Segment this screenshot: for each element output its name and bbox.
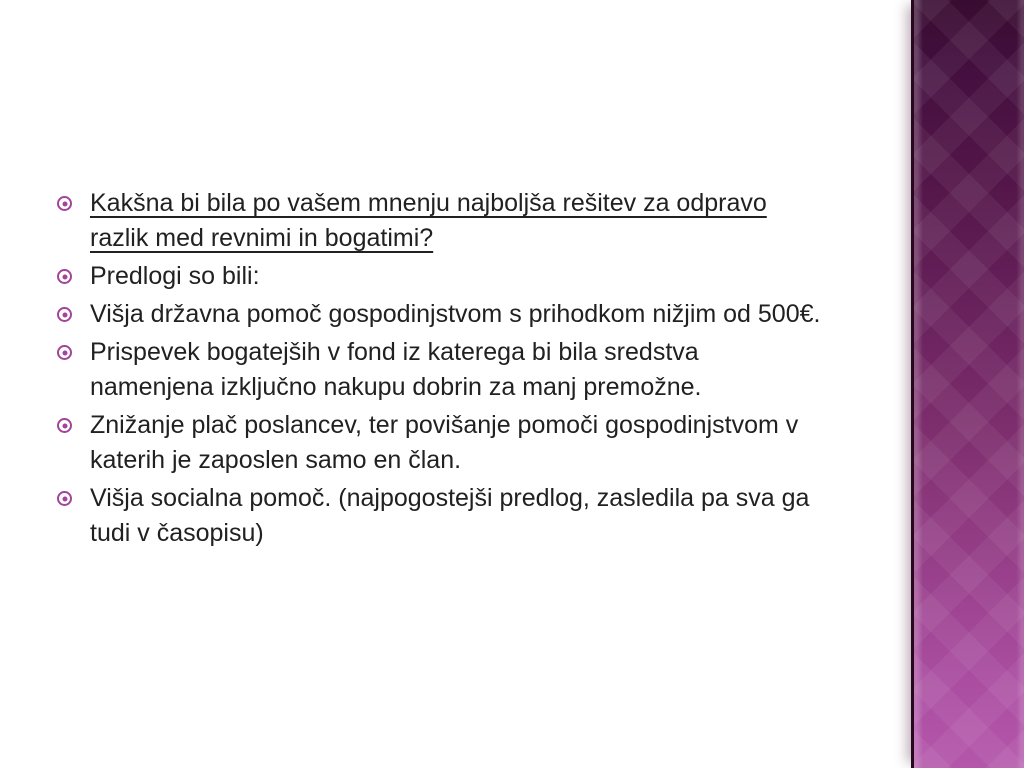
list-item	[57, 186, 817, 256]
bullet-text	[90, 408, 798, 478]
bullet-line: Prispevek bogatejših v fond iz katerega bi bila sredstva	[90, 338, 699, 366]
bullet-icon	[57, 491, 72, 506]
bullet-text	[90, 259, 260, 294]
bullet-icon	[57, 269, 72, 284]
bullet-icon	[57, 345, 72, 360]
bullet-text	[90, 297, 820, 332]
bullet-line: Višja socialna pomoč. (najpogostejši predlog, zasledila pa sva ga	[90, 484, 810, 512]
bullet-list	[57, 186, 821, 554]
decorative-stripe	[911, 0, 1024, 768]
list-item	[57, 408, 817, 478]
list-item	[57, 297, 821, 332]
bullet-text	[90, 186, 767, 256]
bullet-line: Višja državna pomoč gospodinjstvom s prihodkom nižjim od 500€.	[90, 300, 821, 328]
bullet-text	[90, 335, 701, 405]
bullet-line: katerih je zaposlen samo en član.	[90, 446, 462, 474]
bullet-line: namenjena izključno nakupu dobrin za manj premožne.	[90, 373, 702, 401]
bullet-icon	[57, 196, 72, 211]
bullet-line: razlik med revnimi in bogatimi?	[90, 224, 434, 252]
list-item	[57, 335, 817, 405]
list-item	[57, 481, 817, 551]
bullet-line: Kakšna bi bila po vašem mnenju najboljša rešitev za odpravo	[90, 189, 767, 217]
bullet-icon	[57, 307, 72, 322]
bullet-icon	[57, 418, 72, 433]
bullet-line: tudi v časopisu)	[90, 519, 264, 547]
bullet-text	[90, 481, 809, 551]
bullet-line: Predlogi so bili:	[90, 262, 260, 290]
list-item	[57, 259, 817, 294]
bullet-line: Znižanje plač poslancev, ter povišanje pomoči gospodinjstvom v	[90, 411, 799, 439]
